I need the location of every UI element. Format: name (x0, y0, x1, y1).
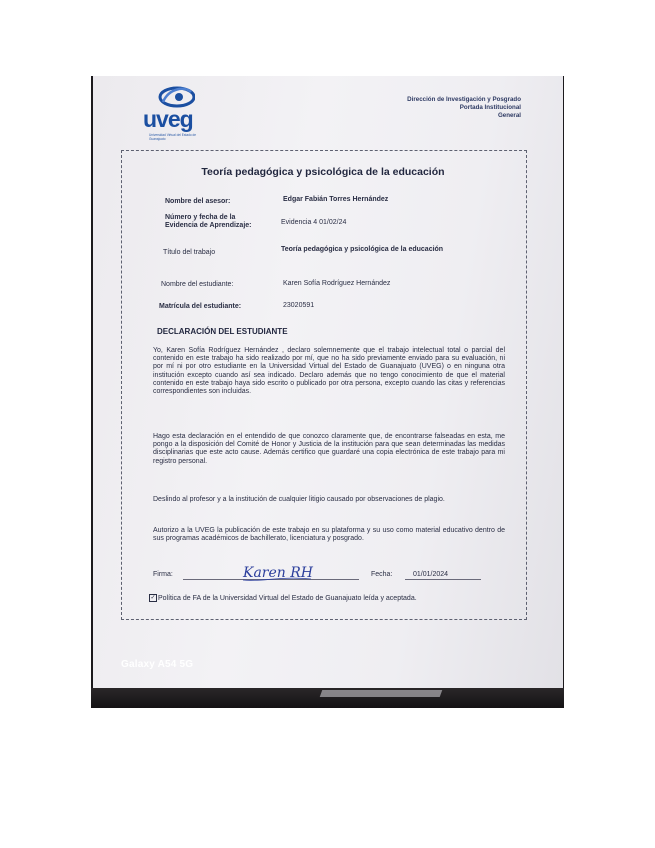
header-line-2: Portada Institucional (459, 104, 521, 111)
institution-header (343, 96, 521, 120)
work-title-value: Teoría pedagógica y psicológica de la educación (281, 246, 444, 253)
student-label: Nombre del estudiante: (161, 281, 234, 288)
policy-text: Política de FA de la Universidad Virtual del Estado de Guanajuato leída y aceptada. (158, 594, 417, 602)
document-photo (91, 76, 564, 708)
policy-checkbox: ✓ (150, 595, 156, 601)
logo-wordmark: uveg (143, 106, 193, 132)
policy-statement (149, 594, 519, 602)
logo-swirl-icon (155, 84, 195, 108)
work-title-label: Título del trabajo (163, 249, 216, 256)
header-line-1: Dirección de Investigación y Posgrado (407, 96, 521, 103)
declaration-paragraph-2: Hago esta declaración en el entendido de que conozco claramente que, de encontrarse falseadas en esta, me pongo a la disposición del Comité de Honor y Justicia de la institución para que sean determinadas las medidas disciplinarias que este acto cause. Además certifico que guardaré una copia electrónica de este trabajo para mi registro personal. (153, 433, 505, 465)
camera-watermark: Galaxy A54 5G (121, 659, 194, 670)
signature-row (153, 567, 513, 585)
advisor-value: Edgar Fabián Torres Hernández (283, 196, 389, 203)
evidence-label-line1: Número y fecha de la (165, 214, 236, 221)
date-value: 01/01/2024 (413, 571, 449, 578)
declaration-title: DECLARACIÓN DEL ESTUDIANTE (157, 327, 288, 336)
student-value: Karen Sofía Rodríguez Hernández (283, 280, 391, 287)
svg-text:Karen RH: Karen RH (243, 565, 313, 581)
signature-label: Firma: (153, 571, 173, 578)
id-label: Matrícula del estudiante: (159, 303, 242, 310)
uveg-logo (143, 84, 205, 141)
advisor-label: Nombre del asesor: (165, 198, 231, 205)
date-label: Fecha: (371, 571, 393, 578)
declaration-paragraph-1: Yo, Karen Sofía Rodríguez Hernández , declaro solemnemente que el trabajo intelectual total o parcial del contenido en este trabajo ha sido realizado por mí, que no ha sido previamente enviado para su evaluación, ni por mí ni por otro estudiante en la Universidad Virtual del Estado de Guanajuato (UVEG) o en ninguna otra institución excepto cuando así sea indicado. Declaro además que no tengo conocimiento de que el material contenido en este trabajo haya sido escrito o publicado por otra persona, excepto cuando las citas y referencias correspondientes son incluidas. (153, 347, 505, 396)
id-value: 23020591 (283, 302, 315, 309)
paper-slip (320, 690, 443, 697)
header-line-3: General (497, 112, 521, 119)
logo-tagline: Universidad Virtual del Estado de Guanajuato (149, 133, 197, 141)
handwritten-signature (241, 560, 331, 584)
evidence-value: Evidencia 4 01/02/24 (281, 219, 347, 226)
paper-sheet (93, 76, 563, 688)
date-line (405, 579, 481, 580)
document-title: Teoría pedagógica y psicológica de la educación (201, 166, 445, 178)
declaration-paragraph-3: Deslindo al profesor y a la institución de cualquier litigio causado por observaciones de plagio. (153, 496, 445, 503)
declaration-paragraph-4: Autorizo a la UVEG la publicación de este trabajo en su plataforma y su uso como material educativo dentro de sus programas académicos de bachillerato, licenciatura y posgrado. (153, 527, 505, 543)
evidence-label-line2: Evidencia de Aprendizaje: (165, 222, 252, 229)
